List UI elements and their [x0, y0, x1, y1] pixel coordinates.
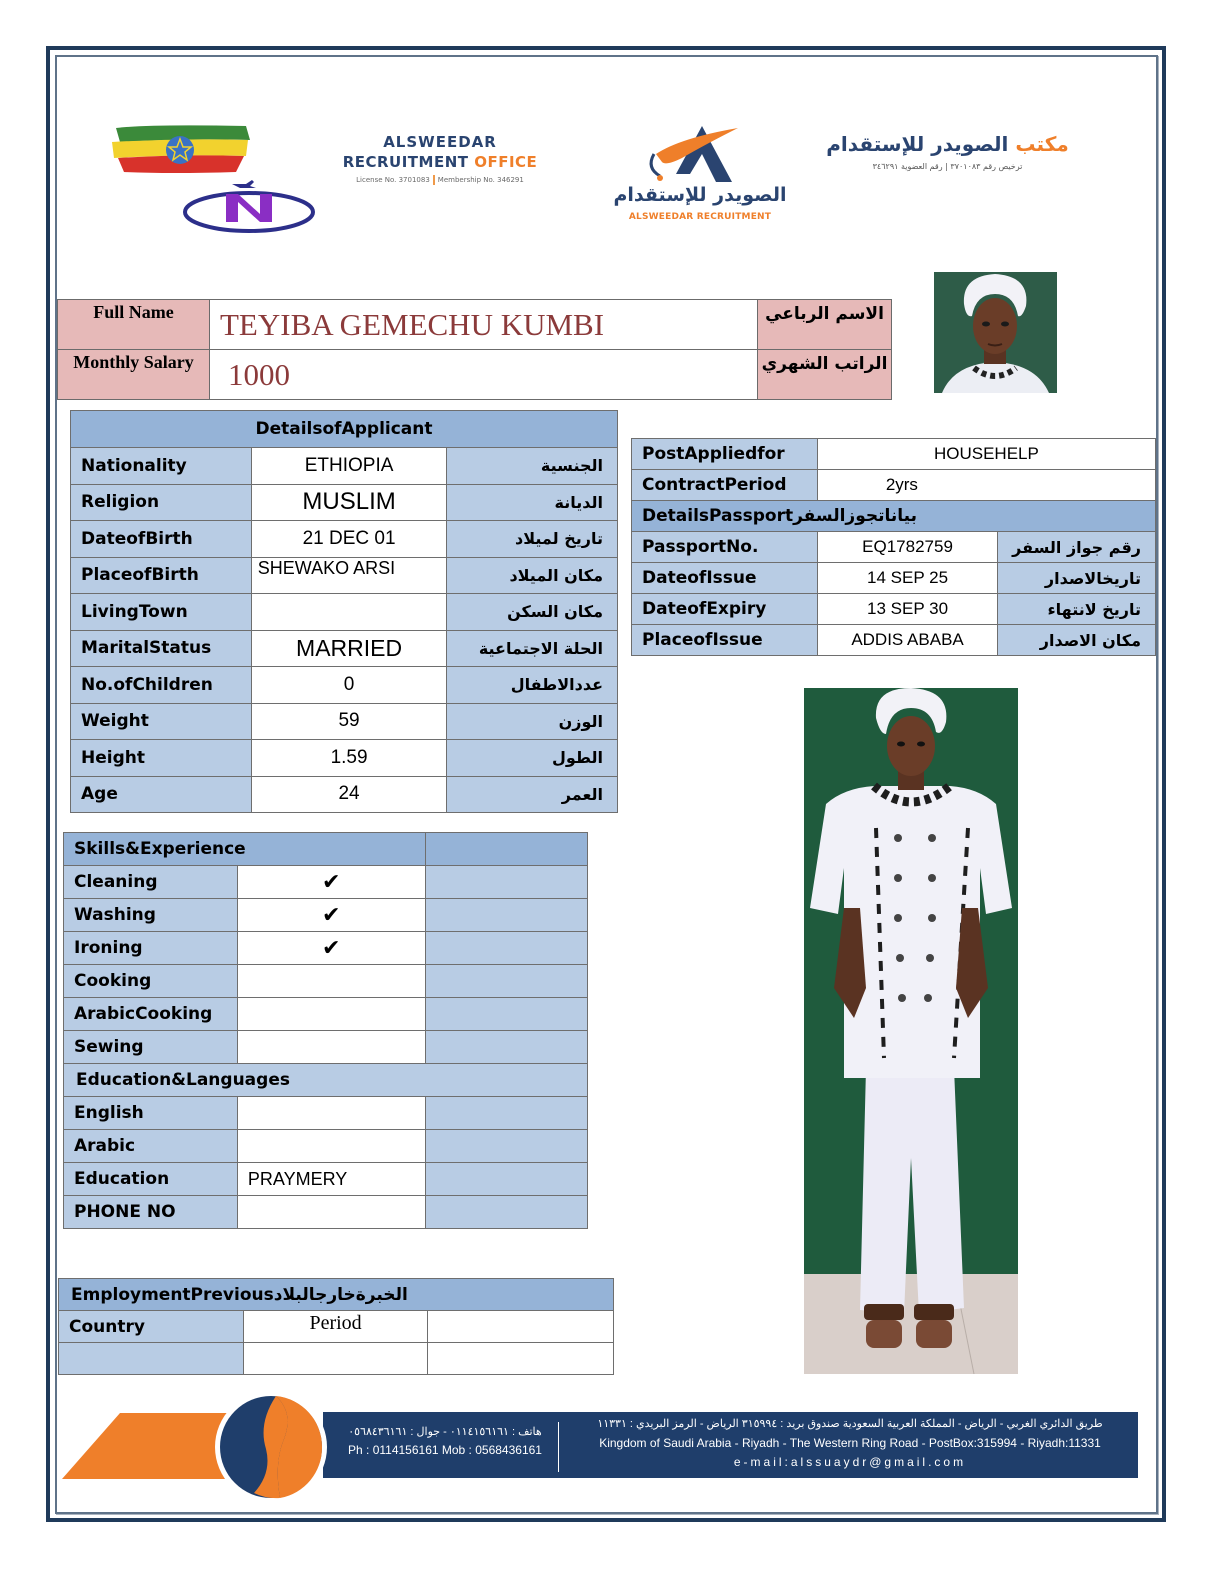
- nationality-value: ETHIOPIA: [251, 448, 447, 485]
- previous-employment-table: [58, 1278, 614, 1375]
- english-label: English: [64, 1097, 238, 1130]
- contract-period-value: 2yrs: [817, 470, 1155, 501]
- details-title: DetailsofApplicant: [71, 411, 618, 448]
- skill-sewing-extra: [425, 1031, 587, 1064]
- weight-label-ar: الوزن: [447, 703, 618, 740]
- age-value: 24: [251, 776, 447, 813]
- table-row: [71, 703, 618, 740]
- skill-cooking-label: Cooking: [64, 965, 238, 998]
- marital-status-label: MaritalStatus: [71, 630, 252, 667]
- table-row: [64, 965, 588, 998]
- skill-washing-label: Washing: [64, 899, 238, 932]
- education-title: Education&Languages: [64, 1064, 588, 1097]
- monthly-salary-label-ar: الراتب الشهري: [758, 350, 892, 400]
- table-row: [64, 1097, 588, 1130]
- ethiopia-flag-logo: [110, 124, 252, 176]
- applicant-portrait-photo: [934, 272, 1057, 393]
- skill-sewing-value: [237, 1031, 425, 1064]
- phone-no-value: [237, 1196, 425, 1229]
- footer-orange-shape: [62, 1413, 232, 1479]
- table-row: [71, 740, 618, 777]
- skill-arabic-cooking-label: ArabicCooking: [64, 998, 238, 1031]
- skill-arabic-cooking-value: [237, 998, 425, 1031]
- brand-name-line2: [320, 152, 560, 172]
- alsweedar-a-logo: [610, 124, 790, 228]
- religion-label: Religion: [71, 484, 252, 521]
- monthly-salary-row: [58, 350, 892, 400]
- skill-washing-check-icon: ✔: [237, 899, 425, 932]
- skill-cooking-extra: [425, 965, 587, 998]
- table-row: [59, 1343, 614, 1375]
- date-of-issue-label: DateofIssue: [632, 563, 818, 594]
- post-applied-label: PostAppliedfor: [632, 439, 818, 470]
- table-row: [64, 866, 588, 899]
- date-of-birth-label: DateofBirth: [71, 521, 252, 558]
- footer-phone-block: [335, 1425, 555, 1457]
- table-row: [64, 1031, 588, 1064]
- place-of-birth-label-ar: مكان الميلاد: [447, 557, 618, 594]
- weight-value: 59: [251, 703, 447, 740]
- footer-phone-en: Ph : 0114156161 Mob : 0568436161: [348, 1443, 542, 1457]
- english-extra: [425, 1097, 587, 1130]
- monthly-salary-value: 1000: [210, 350, 758, 400]
- table-row: [632, 625, 1156, 656]
- age-label: Age: [71, 776, 252, 813]
- employment-header-row: [59, 1279, 614, 1311]
- place-of-birth-value: SHEWAKO ARSI: [251, 557, 447, 594]
- table-row: [71, 448, 618, 485]
- nationality-label-ar: الجنسية: [447, 448, 618, 485]
- passport-no-label: PassportNo.: [632, 532, 818, 563]
- logo-arabic-name: الصويدر للإستقدام: [613, 184, 787, 206]
- skills-title: Skills&Experience: [64, 833, 426, 866]
- skill-cleaning-extra: [425, 866, 587, 899]
- arabic-brand-office: مكتب: [1008, 132, 1069, 156]
- english-value: [237, 1097, 425, 1130]
- passport-no-label-ar: رقم جواز السفر: [998, 532, 1156, 563]
- arabic-brand-name: الصويدر للإستقدام: [826, 132, 1009, 156]
- living-town-label: LivingTown: [71, 594, 252, 631]
- skills-header-row: [64, 833, 588, 866]
- date-of-expiry-value: 13 SEP 30: [817, 594, 997, 625]
- skill-ironing-label: Ironing: [64, 932, 238, 965]
- monthly-salary-label: Monthly Salary: [58, 350, 210, 400]
- n-travel-logo: [182, 180, 316, 234]
- children-label-ar: عددالاطفال: [447, 667, 618, 704]
- passport-details-title: DetailsPassportبياناتجوزالسفر: [632, 501, 1156, 532]
- alsweedar-arabic-brand: [820, 132, 1075, 171]
- footer-address-block: [565, 1414, 1135, 1472]
- full-name-label-ar: الاسم الرباعي: [758, 300, 892, 350]
- skill-ironing-check-icon: ✔: [237, 932, 425, 965]
- passport-no-value: EQ1782759: [817, 532, 997, 563]
- education-extra: [425, 1163, 587, 1196]
- table-row: [64, 998, 588, 1031]
- footer-phone-ar: هاتف : ٠١١٤١٥٦١٦١ - جوال : ٠٥٦٨٤٣٦١٦١: [348, 1426, 542, 1438]
- table-row: [71, 776, 618, 813]
- table-row: [632, 532, 1156, 563]
- skill-washing-extra: [425, 899, 587, 932]
- post-passport-table: [631, 438, 1156, 656]
- full-body-image: [804, 688, 1018, 1374]
- details-header-row: [71, 411, 618, 448]
- period-column-label: Period: [243, 1311, 428, 1343]
- table-row: [64, 1163, 588, 1196]
- table-row: [71, 484, 618, 521]
- arabic-extra: [425, 1130, 587, 1163]
- applicant-details-table: [70, 410, 618, 813]
- brand-office-text: OFFICE: [474, 153, 538, 171]
- footer-address-ar: طريق الدائري الغربي - الرياض - المملكة العربية السعودية صندوق بريد : ٣١٥٩٩٤ الرياض - الرمز البريدي : ١١٣٣١: [597, 1418, 1103, 1430]
- place-of-issue-label-ar: مكان الاصدار: [998, 625, 1156, 656]
- country-column-label: Country: [59, 1311, 244, 1343]
- arabic-label: Arabic: [64, 1130, 238, 1163]
- skill-cooking-value: [237, 965, 425, 998]
- table-row: [71, 630, 618, 667]
- place-of-birth-label: PlaceofBirth: [71, 557, 252, 594]
- table-row: [64, 932, 588, 965]
- applicant-full-body-photo: [804, 688, 1018, 1374]
- passport-header-row: [632, 501, 1156, 532]
- children-value: 0: [251, 667, 447, 704]
- table-row: [632, 594, 1156, 625]
- employment-extra-cell: [428, 1343, 614, 1375]
- children-label: No.ofChildren: [71, 667, 252, 704]
- full-name-value: TEYIBA GEMECHU KUMBI: [210, 300, 758, 350]
- height-label: Height: [71, 740, 252, 777]
- full-name-row: [58, 300, 892, 350]
- education-label: Education: [64, 1163, 238, 1196]
- height-label-ar: الطول: [447, 740, 618, 777]
- arabic-license-line: ترخيص رقم ٣٧٠١٠٨٣ | رقم العضوية ٣٤٦٢٩١: [872, 162, 1023, 171]
- skill-arabic-cooking-extra: [425, 998, 587, 1031]
- education-header-row: [64, 1064, 588, 1097]
- marital-status-value: MARRIED: [251, 630, 447, 667]
- table-row: [64, 1196, 588, 1229]
- footer-address-en: Kingdom of Saudi Arabia - Riyadh - The Western Ring Road - PostBox:315994 - Riyadh:11331: [599, 1436, 1101, 1450]
- table-row: [71, 667, 618, 704]
- living-town-label-ar: مكان السكن: [447, 594, 618, 631]
- weight-label: Weight: [71, 703, 252, 740]
- date-of-issue-label-ar: تاريخالاصدار: [998, 563, 1156, 594]
- skills-education-table: [63, 832, 588, 1229]
- employment-columns-row: [59, 1311, 614, 1343]
- skill-ironing-extra: [425, 932, 587, 965]
- employment-title: EmploymentPreviousالخبرةخارجالبلاد: [59, 1279, 614, 1311]
- brand-recruitment-text: RECRUITMENT: [342, 153, 475, 171]
- date-of-expiry-label-ar: تاريخ لانتهاء: [998, 594, 1156, 625]
- separator: [433, 175, 435, 185]
- date-of-birth-label-ar: تاريخ لميلاد: [447, 521, 618, 558]
- license-number: License No. 3701083: [356, 176, 430, 184]
- table-row: [632, 563, 1156, 594]
- religion-value: MUSLIM: [251, 484, 447, 521]
- table-row: [71, 594, 618, 631]
- skill-sewing-label: Sewing: [64, 1031, 238, 1064]
- a-letter-icon: [610, 124, 790, 186]
- contract-period-label: ContractPeriod: [632, 470, 818, 501]
- date-of-expiry-label: DateofExpiry: [632, 594, 818, 625]
- footer-divider: [558, 1422, 559, 1472]
- alsweedar-english-brand: [320, 132, 560, 185]
- arabic-brand-title: [820, 132, 1075, 156]
- brand-license-line: [320, 175, 560, 185]
- date-of-issue-value: 14 SEP 25: [817, 563, 997, 594]
- footer-email-link[interactable]: e-mail:alssuaydr@gmail.com: [733, 1455, 967, 1469]
- phone-no-extra: [425, 1196, 587, 1229]
- skills-header-blank: [425, 833, 587, 866]
- table-row: [64, 1130, 588, 1163]
- religion-label-ar: الديانة: [447, 484, 618, 521]
- skill-cleaning-label: Cleaning: [64, 866, 238, 899]
- nationality-label: Nationality: [71, 448, 252, 485]
- employment-extra-column: [428, 1311, 614, 1343]
- skill-cleaning-check-icon: ✔: [237, 866, 425, 899]
- phone-no-label: PHONE NO: [64, 1196, 238, 1229]
- living-town-value: [251, 594, 447, 631]
- education-value: PRAYMERY: [237, 1163, 425, 1196]
- arabic-value: [237, 1130, 425, 1163]
- post-applied-value: HOUSEHELP: [817, 439, 1155, 470]
- membership-number: Membership No. 346291: [437, 176, 524, 184]
- contract-period-row: [632, 470, 1156, 501]
- table-row: [64, 899, 588, 932]
- age-label-ar: العمر: [447, 776, 618, 813]
- height-value: 1.59: [251, 740, 447, 777]
- footer-globe-logo-icon: [214, 1393, 329, 1501]
- date-of-birth-value: 21 DEC 01: [251, 521, 447, 558]
- marital-status-label-ar: الحلة الاجتماعية: [447, 630, 618, 667]
- table-row: [71, 521, 618, 558]
- employment-country-cell: [59, 1343, 244, 1375]
- name-salary-table: [57, 299, 892, 400]
- full-name-label: Full Name: [58, 300, 210, 350]
- post-applied-row: [632, 439, 1156, 470]
- brand-name-line1: ALSWEEDAR: [383, 133, 497, 151]
- logo-english-name: ALSWEEDAR RECRUITMENT: [628, 212, 772, 222]
- portrait-image: [934, 272, 1057, 393]
- employment-period-cell: [243, 1343, 428, 1375]
- table-row: [71, 557, 618, 594]
- place-of-issue-value: ADDIS ABABA: [817, 625, 997, 656]
- place-of-issue-label: PlaceofIssue: [632, 625, 818, 656]
